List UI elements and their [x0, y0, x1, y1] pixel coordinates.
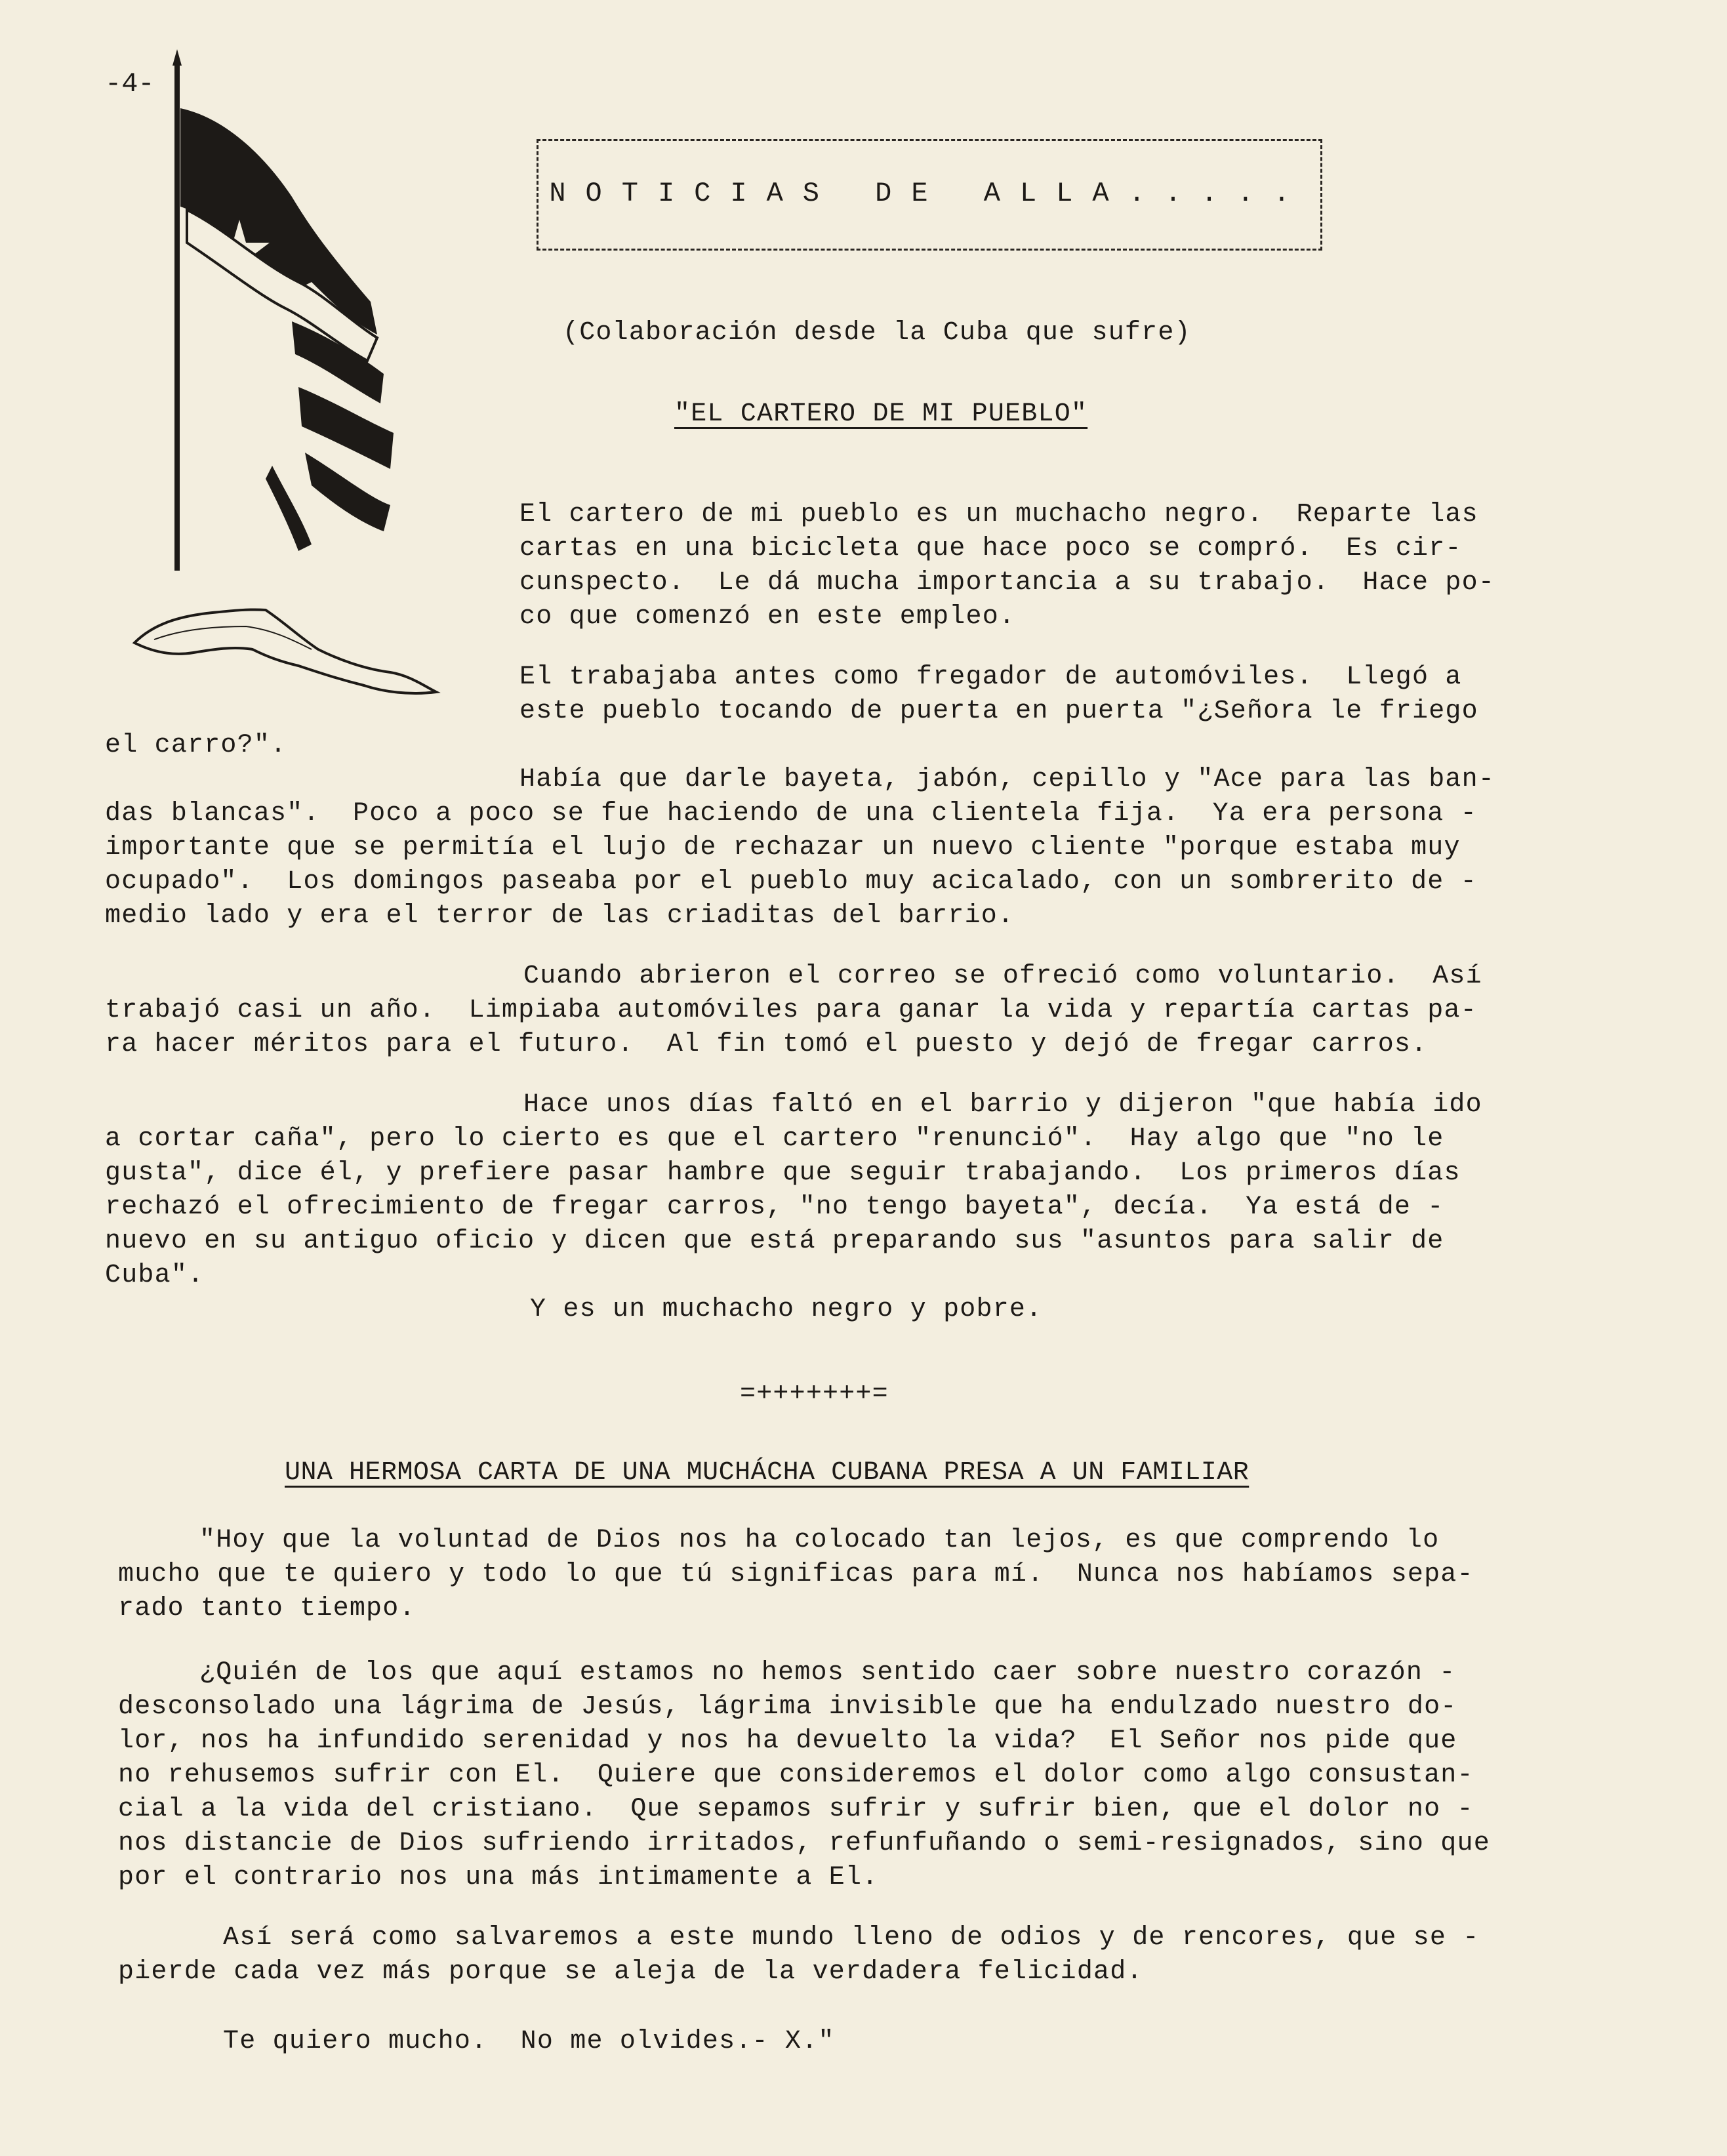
- article-line: gusta", dice él, y prefiere pasar hambre que seguir trabajando. Los primeros días: [105, 1158, 1461, 1188]
- article-line: cunspecto. Le dá mucha importancia a su trabajo. Hace po-: [519, 568, 1495, 598]
- article-line: nuevo en su antiguo oficio y dicen que está preparando sus "asuntos para salir de: [105, 1227, 1444, 1256]
- article-line: Y es un muchacho negro y pobre.: [530, 1295, 1043, 1324]
- article-line: por el contrario nos una más intimamente a El.: [118, 1863, 879, 1892]
- article-line: El cartero de mi pueblo es un muchacho negro. Reparte las: [519, 500, 1478, 529]
- article-line: Así será como salvaremos a este mundo lleno de odios y de rencores, que se -: [223, 1923, 1480, 1953]
- article-line: este pueblo tocando de puerta en puerta "¿Señora le friego: [519, 697, 1478, 726]
- article-line: ¿Quién de los que aquí estamos no hemos sentido caer sobre nuestro corazón -: [199, 1658, 1456, 1688]
- article-line: Hace unos días faltó en el barrio y dijeron "que había ido: [523, 1090, 1482, 1120]
- article-line: Cuando abrieron el correo se ofreció como voluntario. Así: [523, 962, 1482, 991]
- article-line: Te quiero mucho. No me olvides.- X.": [223, 2027, 835, 2056]
- header-box: [537, 139, 1322, 251]
- section-title: NOTICIAS DE ALLA.....: [549, 178, 1310, 209]
- article-line: Cuba".: [105, 1261, 205, 1290]
- article-line: a cortar caña", pero lo cierto es que el cartero "renunció". Hay algo que "no le: [105, 1124, 1444, 1154]
- cuban-flag-illustration: [115, 46, 449, 695]
- article-line: medio lado y era el terror de las criaditas del barrio.: [105, 901, 1015, 931]
- subtitle: (Colaboración desde la Cuba que sufre): [563, 318, 1191, 348]
- article-line: importante que se permitía el lujo de rechazar un nuevo cliente "porque estaba muy: [105, 833, 1461, 863]
- article-line: El trabajaba antes como fregador de automóviles. Llegó a: [519, 662, 1462, 692]
- article-line: "Hoy que la voluntad de Dios nos ha colocado tan lejos, es que comprendo lo: [199, 1526, 1440, 1555]
- article-line: rechazó el ofrecimiento de fregar carros, "no tengo bayeta", decía. Ya está de -: [105, 1192, 1444, 1222]
- article-line: nos distancie de Dios sufriendo irritados, refunfuñando o semi-resignados, sino que: [118, 1829, 1490, 1858]
- separator: =+++++++=: [740, 1379, 889, 1409]
- article-line: no rehusemos sufrir con El. Quiere que consideremos el dolor como algo consustan-: [118, 1760, 1474, 1790]
- article-line: lor, nos ha infundido serenidad y nos ha devuelto la vida? El Señor nos pide que: [118, 1726, 1457, 1756]
- article-line: desconsolado una lágrima de Jesús, lágrima invisible que ha endulzado nuestro do-: [118, 1692, 1457, 1722]
- article-title: "EL CARTERO DE MI PUEBLO": [674, 399, 1088, 429]
- article-line: el carro?".: [105, 731, 287, 760]
- article-line: rado tanto tiempo.: [118, 1594, 416, 1623]
- article-title: UNA HERMOSA CARTA DE UNA MUCHÁCHA CUBANA PRESA A UN FAMILIAR: [285, 1458, 1250, 1488]
- article-line: ra hacer méritos para el futuro. Al fin tomó el puesto y dejó de fregar carros.: [105, 1030, 1428, 1059]
- article-line: das blancas". Poco a poco se fue haciendo de una clientela fija. Ya era persona -: [105, 799, 1477, 828]
- article-line: trabajó casi un año. Limpiaba automóviles para ganar la vida y repartía cartas pa-: [105, 996, 1477, 1025]
- article-line: Había que darle bayeta, jabón, cepillo y "Ace para las ban-: [519, 765, 1495, 794]
- article-line: co que comenzó en este empleo.: [519, 602, 1016, 632]
- article-line: cartas en una bicicleta que hace poco se compró. Es cir-: [519, 534, 1462, 563]
- article-line: cial a la vida del cristiano. Que sepamos sufrir y sufrir bien, que el dolor no -: [118, 1795, 1474, 1824]
- article-line: pierde cada vez más porque se aleja de la verdadera felicidad.: [118, 1957, 1143, 1987]
- article-line: ocupado". Los domingos paseaba por el pueblo muy acicalado, con un sombrerito de -: [105, 867, 1477, 897]
- page-number: -4-: [105, 68, 155, 100]
- article-line: mucho que te quiero y todo lo que tú significas para mí. Nunca nos habíamos sepa-: [118, 1560, 1474, 1589]
